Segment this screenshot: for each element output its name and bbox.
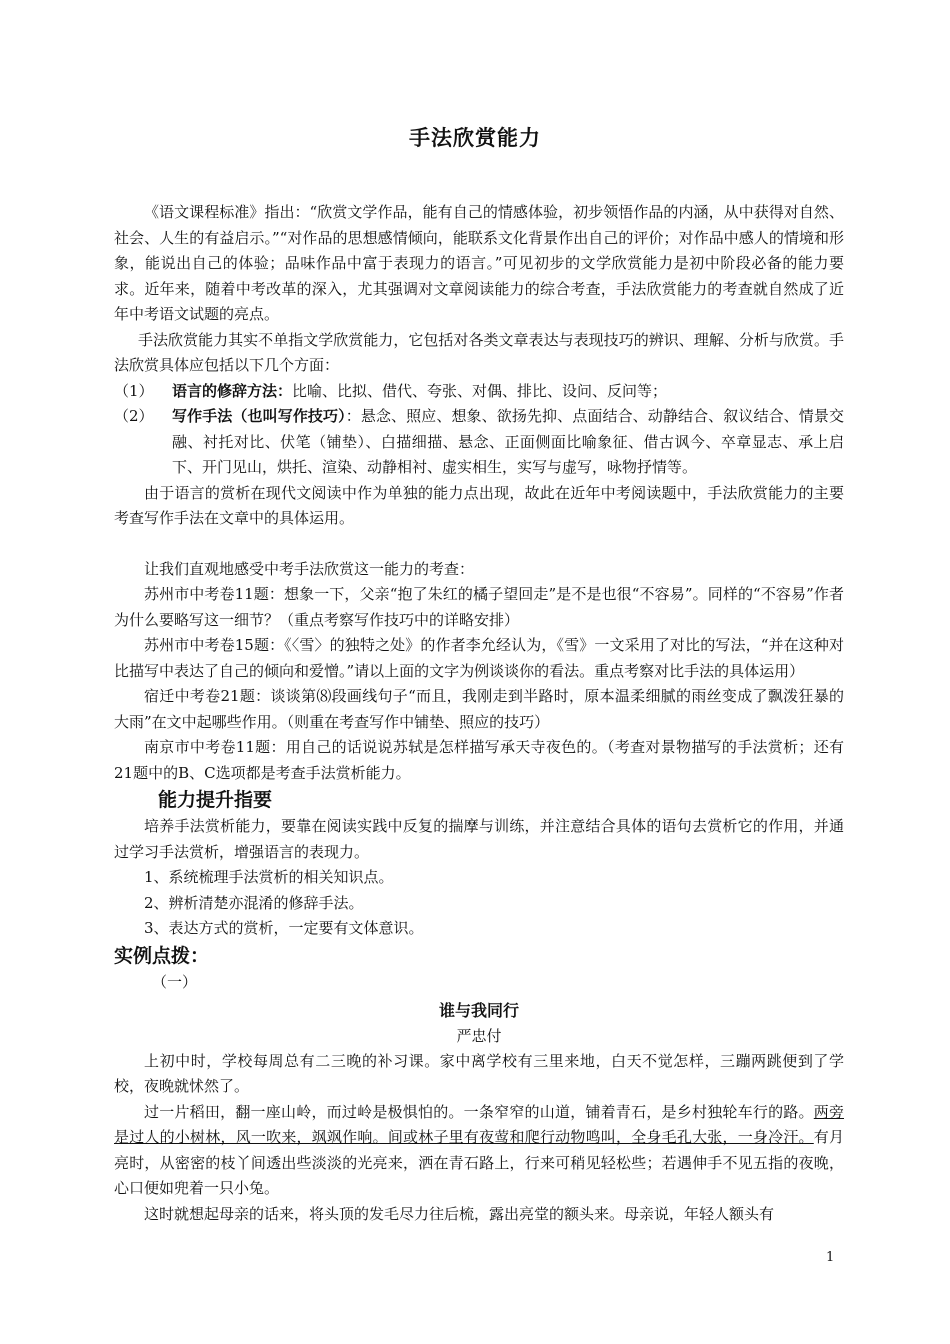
page-title: 手法欣赏能力 [409,126,541,150]
document-body [114,200,844,1227]
aspect-item [114,379,844,405]
story-paragraph: 上初中时，学校每周总有二三晚的补习课。家中离学校有三里来地，白天不觉怎样，三蹦两跳便到了学校，夜晚就怵然了。 [114,1051,844,1095]
exam-example: 苏州市中考卷15题：《〈雪〉的独特之处》的作者李允经认为，《雪》一文采用了对比的写法，“并在这种对比描写中表达了自己的倾向和爱憎。”请以上面的文字为例谈谈你的看法。重点考察对比手法的具体运用） [114,636,844,680]
story-paragraph: 这时就想起母亲的话来，将头顶的发毛尽力往后梳，露出亮堂的额头来。母亲说，年轻人额头有 [144,1204,775,1223]
ability-heading: 能力提升指要 [158,789,273,811]
ability-intro: 培养手法赏析能力，要靠在阅读实践中反复的揣摩与训练，并注意结合具体的语句去赏析它的作用，并通过学习手法赏析，增强语言的表现力。 [114,817,844,861]
aspect-label: 写作手法（也叫写作技巧） [172,407,346,425]
aspect-item [114,404,844,481]
aspect-number: （2） [114,407,154,425]
exam-example: 苏州市中考卷11题：想象一下，父亲“抱了朱红的橘子望回走”是不是也很“不容易”。同样的“不容易”作者为什么要略写这一细节？（重点考察写作技巧中的详略安排） [114,585,844,629]
underlined-sentence: 两旁是过人的小树林，风一吹来，飒飒作响。间或林子里有夜莺和爬行动物鸣叫，全身毛孔大张，一身冷汗。 [114,1102,844,1146]
story-text: 有月亮时，从密密的枝丫间透出些淡淡的光亮来，洒在青石路上，行来可稍见轻松些；若遇伸手不见五指的夜晚，心口便如兜着一只小兔。 [114,1128,844,1197]
aspect-label: 语言的修辞方法： [172,381,293,400]
ability-point: 1、系统梳理手法赏析的相关知识点。 [144,868,394,886]
story-paragraph [114,1100,844,1202]
story-author: 严忠付 [456,1026,502,1045]
exam-example: 南京市中考卷11题：用自己的话说说苏轼是怎样描写承天寺夜色的。（考查对景物描写的手法赏析；还有21题中的B、C选项都是考查手法赏析能力。 [114,738,844,782]
aspect-text: 比喻、比拟、借代、夸张、对偶、排比、设问、反问等； [292,381,668,400]
intro-paragraph: 手法欣赏能力其实不单指文学欣赏能力，它包括对各类文章表达与表现技巧的辨识、理解、分析与欣赏。手法欣赏具体应包括以下几个方面： [114,330,844,374]
exam-intro: 让我们直观地感受中考手法欣赏这一能力的考查： [144,559,475,578]
aspect-text: ：悬念、照应、想象、欲扬先抑、点面结合、动静结合、叙议结合、情景交融、衬托对比、伏笔（铺垫）、白描细描、悬念、正面侧面比喻象征、借古讽今、卒章显志、承上启下、开门见山，烘托、渲染、动静相衬、虚实相生，实写与虚写，咏物抒情等。 [172,407,844,476]
exam-example: 宿迁中考卷21题：谈谈第⑻段画线句子“而且，我刚走到半路时，原本温柔细腻的雨丝变成了飘泼狂暴的大雨”在文中起哪些作用。（则重在考查写作中铺垫、照应的技巧） [114,687,844,731]
page-number: 1 [826,1250,835,1265]
example-subheading: （一） [152,972,198,991]
ability-point: 3、表达方式的赏析，一定要有文体意识。 [144,919,424,937]
intro-paragraph: 《语文课程标准》指出：“欣赏文学作品，能有自己的情感体验，初步领悟作品的内涵，从中获得对自然、社会、人生的有益启示。”“对作品的思想感情倾向，能联系文化背景作出自己的评价；对作品中感人的情境和形象，能说出自己的体验；品味作品中富于表现力的语言。”可见初步的文学欣赏能力是初中阶段必备的能力要求。近年来，随着中考改革的深入，尤其强调对文章阅读能力的综合考查，手法欣赏能力的考查就自然成了近年中考语文试题的亮点。 [114,203,844,323]
story-title: 谁与我同行 [438,1000,519,1020]
focus-paragraph: 由于语言的赏析在现代文阅读中作为单独的能力点出现，故此在近年中考阅读题中，手法欣赏能力的主要考查写作手法在文章中的具体运用。 [114,483,844,527]
example-heading: 实例点拨： [114,944,210,967]
ability-point: 2、辨析清楚亦混淆的修辞手法。 [144,893,364,912]
aspect-number: （1） [114,381,154,400]
story-text: 过一片稻田，翻一座山岭，而过岭是极惧怕的。一条窄窄的山道，铺着青石，是乡村独轮车行的路。 [144,1102,814,1121]
